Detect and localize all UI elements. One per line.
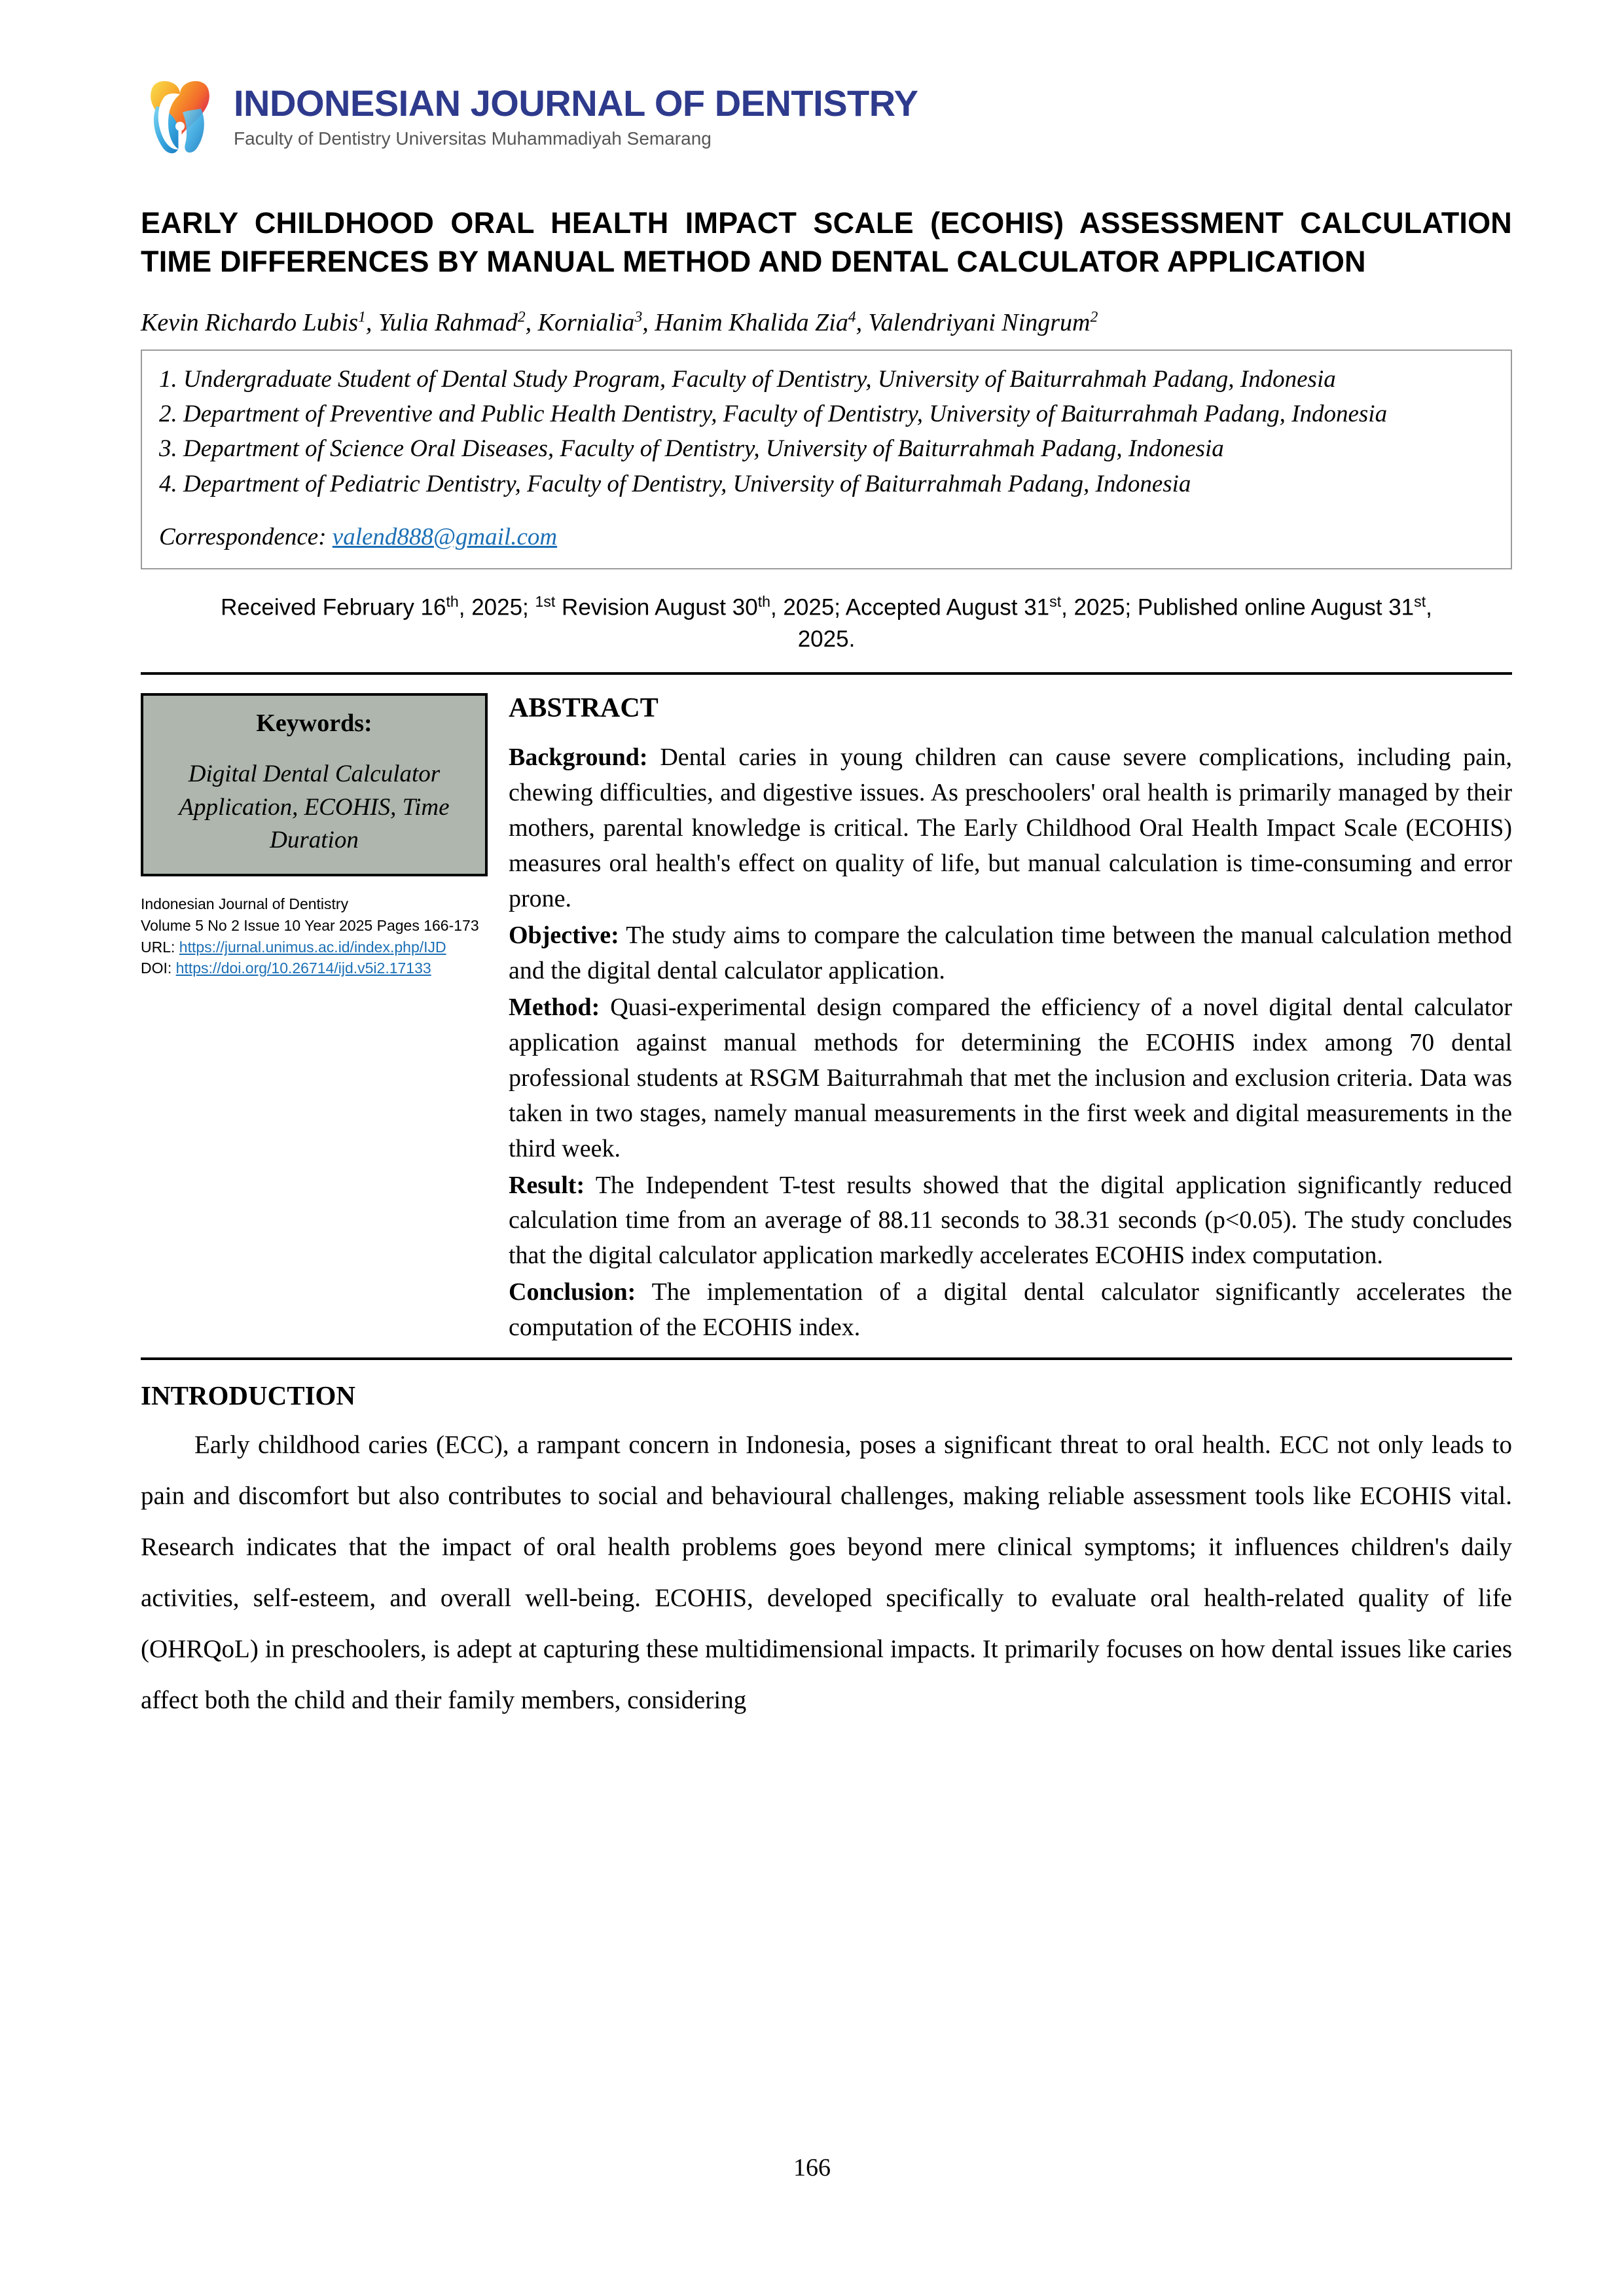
- tooth-heart-logo-icon: [141, 72, 219, 157]
- abstract-sidebar: [141, 693, 488, 979]
- introduction-heading: INTRODUCTION: [141, 1380, 356, 1411]
- metadata-url-link[interactable]: https://jurnal.unimus.ac.id/index.php/IJD: [179, 938, 446, 956]
- metadata-url-label: URL:: [141, 938, 175, 956]
- abstract-result: [509, 1168, 1512, 1274]
- metadata-journal-name: Indonesian Journal of Dentistry: [141, 895, 349, 913]
- abstract-background: [509, 740, 1512, 917]
- author-1: Kevin Richardo Lubis$^1$: [141, 308, 366, 336]
- correspondence-line: [159, 520, 1494, 554]
- metadata-doi-row: [141, 958, 488, 979]
- correspondence-email-link[interactable]: valend888@gmail.com: [332, 523, 558, 550]
- author-5: Valendriyani Ningrum$^2$: [868, 308, 1098, 336]
- page-number: 166: [793, 2154, 831, 2181]
- author-4: Hanim Khalida Zia$^4$: [655, 308, 856, 336]
- page-content: [141, 65, 1512, 1726]
- metadata-url-row: [141, 937, 488, 958]
- keywords-list: Digital Dental Calculator Application, ECOHIS, Time Duration: [179, 761, 450, 854]
- abstract-body: [509, 693, 1512, 1347]
- metadata-doi-label: DOI:: [141, 960, 172, 977]
- abstract-method-text: Quasi-experimental design compared the efficiency of a novel digital dental calculator application against manual methods for determining the ECOHIS index among 70 dental professional students at RSGM Baiturrahmah that met the inclusion and exclusion criteria. Data was taken in two stages, namely manual measurements in the first week and digital measurements in the third week.: [509, 993, 1512, 1162]
- divider-below-abstract: [141, 1357, 1512, 1360]
- correspondence-label: Correspondence:: [159, 523, 327, 550]
- abstract-background-text: Dental caries in young children can cause severe complications, including pain, chewing difficulties, and digestive issues. As preschoolers' oral health is primarily managed by their mothers, parental knowledge is critical. The Early Childhood Oral Health Impact Scale (ECOHIS) measures oral health's effect on quality of life, but manual calculation is time-consuming and error prone.: [509, 744, 1512, 912]
- affiliation-item: 4. Department of Pediatric Dentistry, Faculty of Dentistry, University of Baiturrahmah Padang, Indonesia: [159, 470, 1191, 497]
- affiliation-box: [141, 350, 1512, 569]
- abstract-objective-label: Objective:: [509, 921, 619, 949]
- abstract-objective: [509, 918, 1512, 989]
- publication-dates: Received February 16th, 2025; $^{1st}$ Revision August 30th, 2025; Accepted August 31st, 2025; Published online August 31st, 2025.: [221, 592, 1432, 652]
- abstract-conclusion: [509, 1275, 1512, 1346]
- metadata-volume: Volume 5 No 2 Issue 10 Year 2025 Pages 166-173: [141, 917, 479, 935]
- abstract-result-text: The Independent T-test results showed that the digital application significantly reduced calculation time from an average of 88.11 seconds to 38.31 seconds (p<0.05). The study concludes that the digital calculator application markedly accelerates ECOHIS index computation.: [509, 1171, 1512, 1270]
- introduction-paragraph: Early childhood caries (ECC), a rampant concern in Indonesia, poses a significant threat to oral health. ECC not only leads to pain and discomfort but also contributes to social and behavioural challenges, making reliable assessment tools like ECOHIS vital. Research indicates that the impact of oral health problems goes beyond mere clinical symptoms; it influences children's daily activities, self-esteem, and overall well-being. ECOHIS, developed specifically to evaluate oral health-related quality of life (OHRQoL) in preschoolers, is adept at capturing these multidimensional impacts. It primarily focuses on how dental issues like caries affect both the child and their family members, considering: [141, 1431, 1512, 1715]
- affiliation-item: 2. Department of Preventive and Public Health Dentistry, Faculty of Dentistry, University of Baiturrahmah Padang, Indonesia: [159, 401, 1388, 428]
- affiliation-item: 3. Department of Science Oral Diseases, Faculty of Dentistry, University of Baiturrahmah Padang, Indonesia: [159, 435, 1224, 463]
- divider-above-abstract: [141, 672, 1512, 675]
- abstract-background-label: Background:: [509, 744, 648, 772]
- author-3: Kornialia$^3$: [537, 308, 643, 336]
- keywords-heading: Keywords:: [256, 709, 372, 737]
- metadata-doi-link[interactable]: https://doi.org/10.26714/ijd.v5i2.17133: [175, 960, 431, 977]
- article-title: EARLY CHILDHOOD ORAL HEALTH IMPACT SCALE (ECOHIS) ASSESSMENT CALCULATION TIME DIFFERENCES BY MANUAL METHOD AND DENTAL CALCULATOR APPLICATION: [141, 206, 1512, 278]
- abstract-result-label: Result:: [509, 1171, 585, 1199]
- affiliation-item: 1. Undergraduate Student of Dental Study Program, Faculty of Dentistry, University of Baiturrahmah Padang, Indonesia: [159, 366, 1336, 393]
- masthead-text-block: [234, 81, 918, 148]
- abstract-objective-text: The study aims to compare the calculation time between the manual calculation method and the digital dental calculator application.: [509, 921, 1512, 984]
- journal-metadata: [141, 893, 488, 979]
- abstract-conclusion-label: Conclusion:: [509, 1278, 636, 1306]
- author-2: Yulia Rahmad$^2$: [378, 308, 526, 336]
- abstract-method: [509, 990, 1512, 1167]
- author-list: Kevin Richardo Lubis$^1$, Yulia Rahmad$^2$, Kornialia$^3$, Hanim Khalida Zia$^4$, Valendriyani Ningrum$^2$: [141, 308, 1098, 336]
- abstract-section: [141, 693, 1512, 1347]
- abstract-conclusion-text: The implementation of a digital dental calculator significantly accelerates the computation of the ECOHIS index.: [509, 1278, 1512, 1342]
- abstract-heading: ABSTRACT: [509, 692, 659, 723]
- journal-faculty: Faculty of Dentistry Universitas Muhammadiyah Semarang: [234, 128, 712, 149]
- abstract-method-label: Method:: [509, 993, 600, 1021]
- journal-title: INDONESIAN JOURNAL OF DENTISTRY: [234, 82, 918, 124]
- keywords-box: [141, 693, 488, 877]
- journal-masthead: [141, 65, 1512, 164]
